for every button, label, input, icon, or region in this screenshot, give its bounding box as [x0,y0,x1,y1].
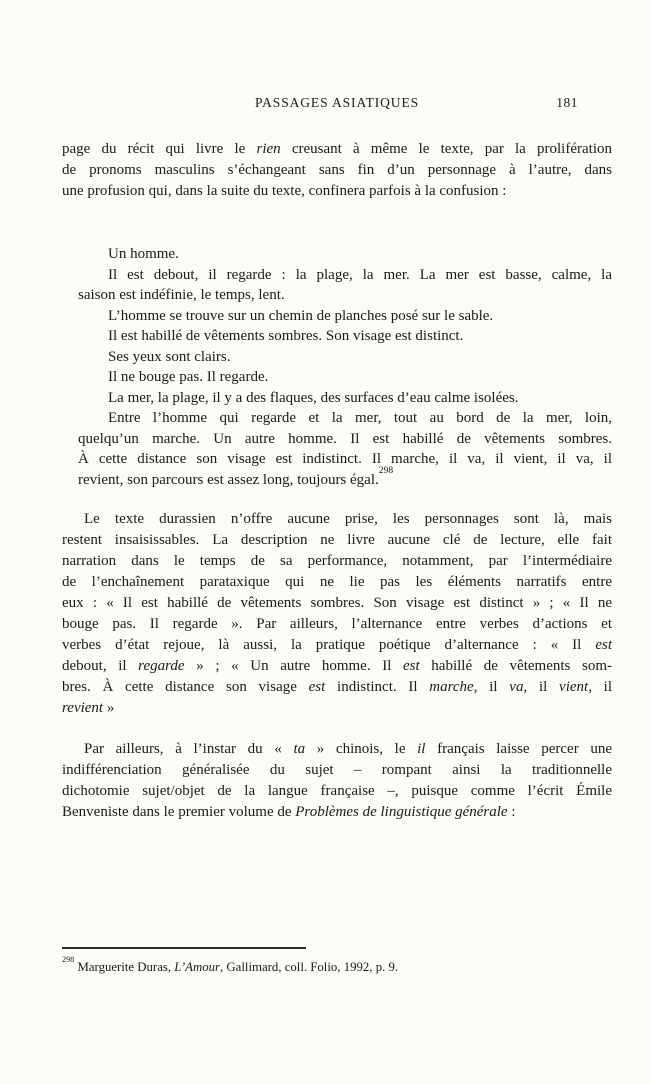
text-line: dichotomie sujet/objet de la langue française –, puisque comme l’écrit Émile [62,783,612,799]
text-line: L’homme se trouve sur un chemin de planches posé sur le sable. [108,307,494,324]
text-line: Il est habillé de vêtements sombres. Son visage est distinct. [108,328,464,344]
text-line: bres. À cette distance son visage est indistinct. Il marche, il va, il vient, il [62,679,613,695]
paragraph [62,739,612,823]
text-line: une profusion qui, dans la suite du texte, confinera parfois à la confusion : [62,183,507,199]
page-title: PASSAGES ASIATIQUES [254,95,420,110]
page-number: 181 [556,95,578,110]
footnote-rule [62,947,306,949]
text-line: Le texte durassien n’offre aucune prise, les personnages sont là, mais [84,511,612,527]
text-line: À cette distance son visage est indistinct. Il marche, il va, il vient, il va, il [78,451,612,467]
text-line: Entre l’homme qui regarde et la mer, tout au bord de la mer, loin, [108,410,612,426]
block-quote [78,244,612,490]
text-line: de pronoms masculins s’échangeant sans fin d’un personnage à l’autre, dans [62,162,612,178]
text-line: verbes d’état rejoue, là aussi, la pratique poétique d’alternance : « Il est [62,637,612,653]
text-line: quelqu’un marche. Un autre homme. Il est habillé de vêtements sombres. [78,430,612,447]
text-line: Un homme. [108,246,179,262]
text-line: revient, son parcours est assez long, toujours égal.$^{298}$ [78,465,394,488]
text-line: page du récit qui livre le rien creusant à même le texte, par la prolifération [62,141,612,157]
text-line: Par ailleurs, à l’instar du « ta » chinois, le il français laisse percer une [84,741,613,757]
text-line: Il ne bouge pas. Il regarde. [108,369,269,385]
footnote [62,955,612,976]
footnote-text: $^{298}$ Marguerite Duras, L’Amour, Gallimard, coll. Folio, 1992, p. 9. [62,955,399,974]
text-line: Il est debout, il regarde : la plage, la mer. La mer est basse, calme, la [108,266,612,283]
text-line: La mer, la plage, il y a des flaques, des surfaces d’eau calme isolées. [108,389,519,406]
text-line: indifférenciation généralisée du sujet – rompant ainsi la traditionnelle [62,762,612,778]
text-line: de l’enchaînement parataxique qui ne lie pas les éléments narratifs entre [62,574,612,590]
text-line: revient » [62,700,115,716]
text-line: restent insaisissables. La description ne livre aucune clé de lecture, elle fait [62,532,612,548]
text-line: Ses yeux sont clairs. [108,348,231,365]
text-line: narration dans le temps de sa performance, notamment, par l’intermédiaire [62,553,612,569]
running-header [62,95,612,110]
text-line: bouge pas. Il regarde ». Par ailleurs, l’alternance entre verbes d’actions et [62,616,612,632]
paragraph [62,509,612,719]
text-line: eux : « Il est habillé de vêtements sombres. Son visage est distinct » ; « Il ne [62,595,612,611]
text-line: debout, il regarde » ; « Un autre homme. Il est habillé de vêtements som- [62,658,612,674]
text-line: Benveniste dans le premier volume de Problèmes de linguistique générale : [62,804,516,820]
paragraph [62,139,612,202]
text-line: saison est indéfinie, le temps, lent. [78,287,285,303]
